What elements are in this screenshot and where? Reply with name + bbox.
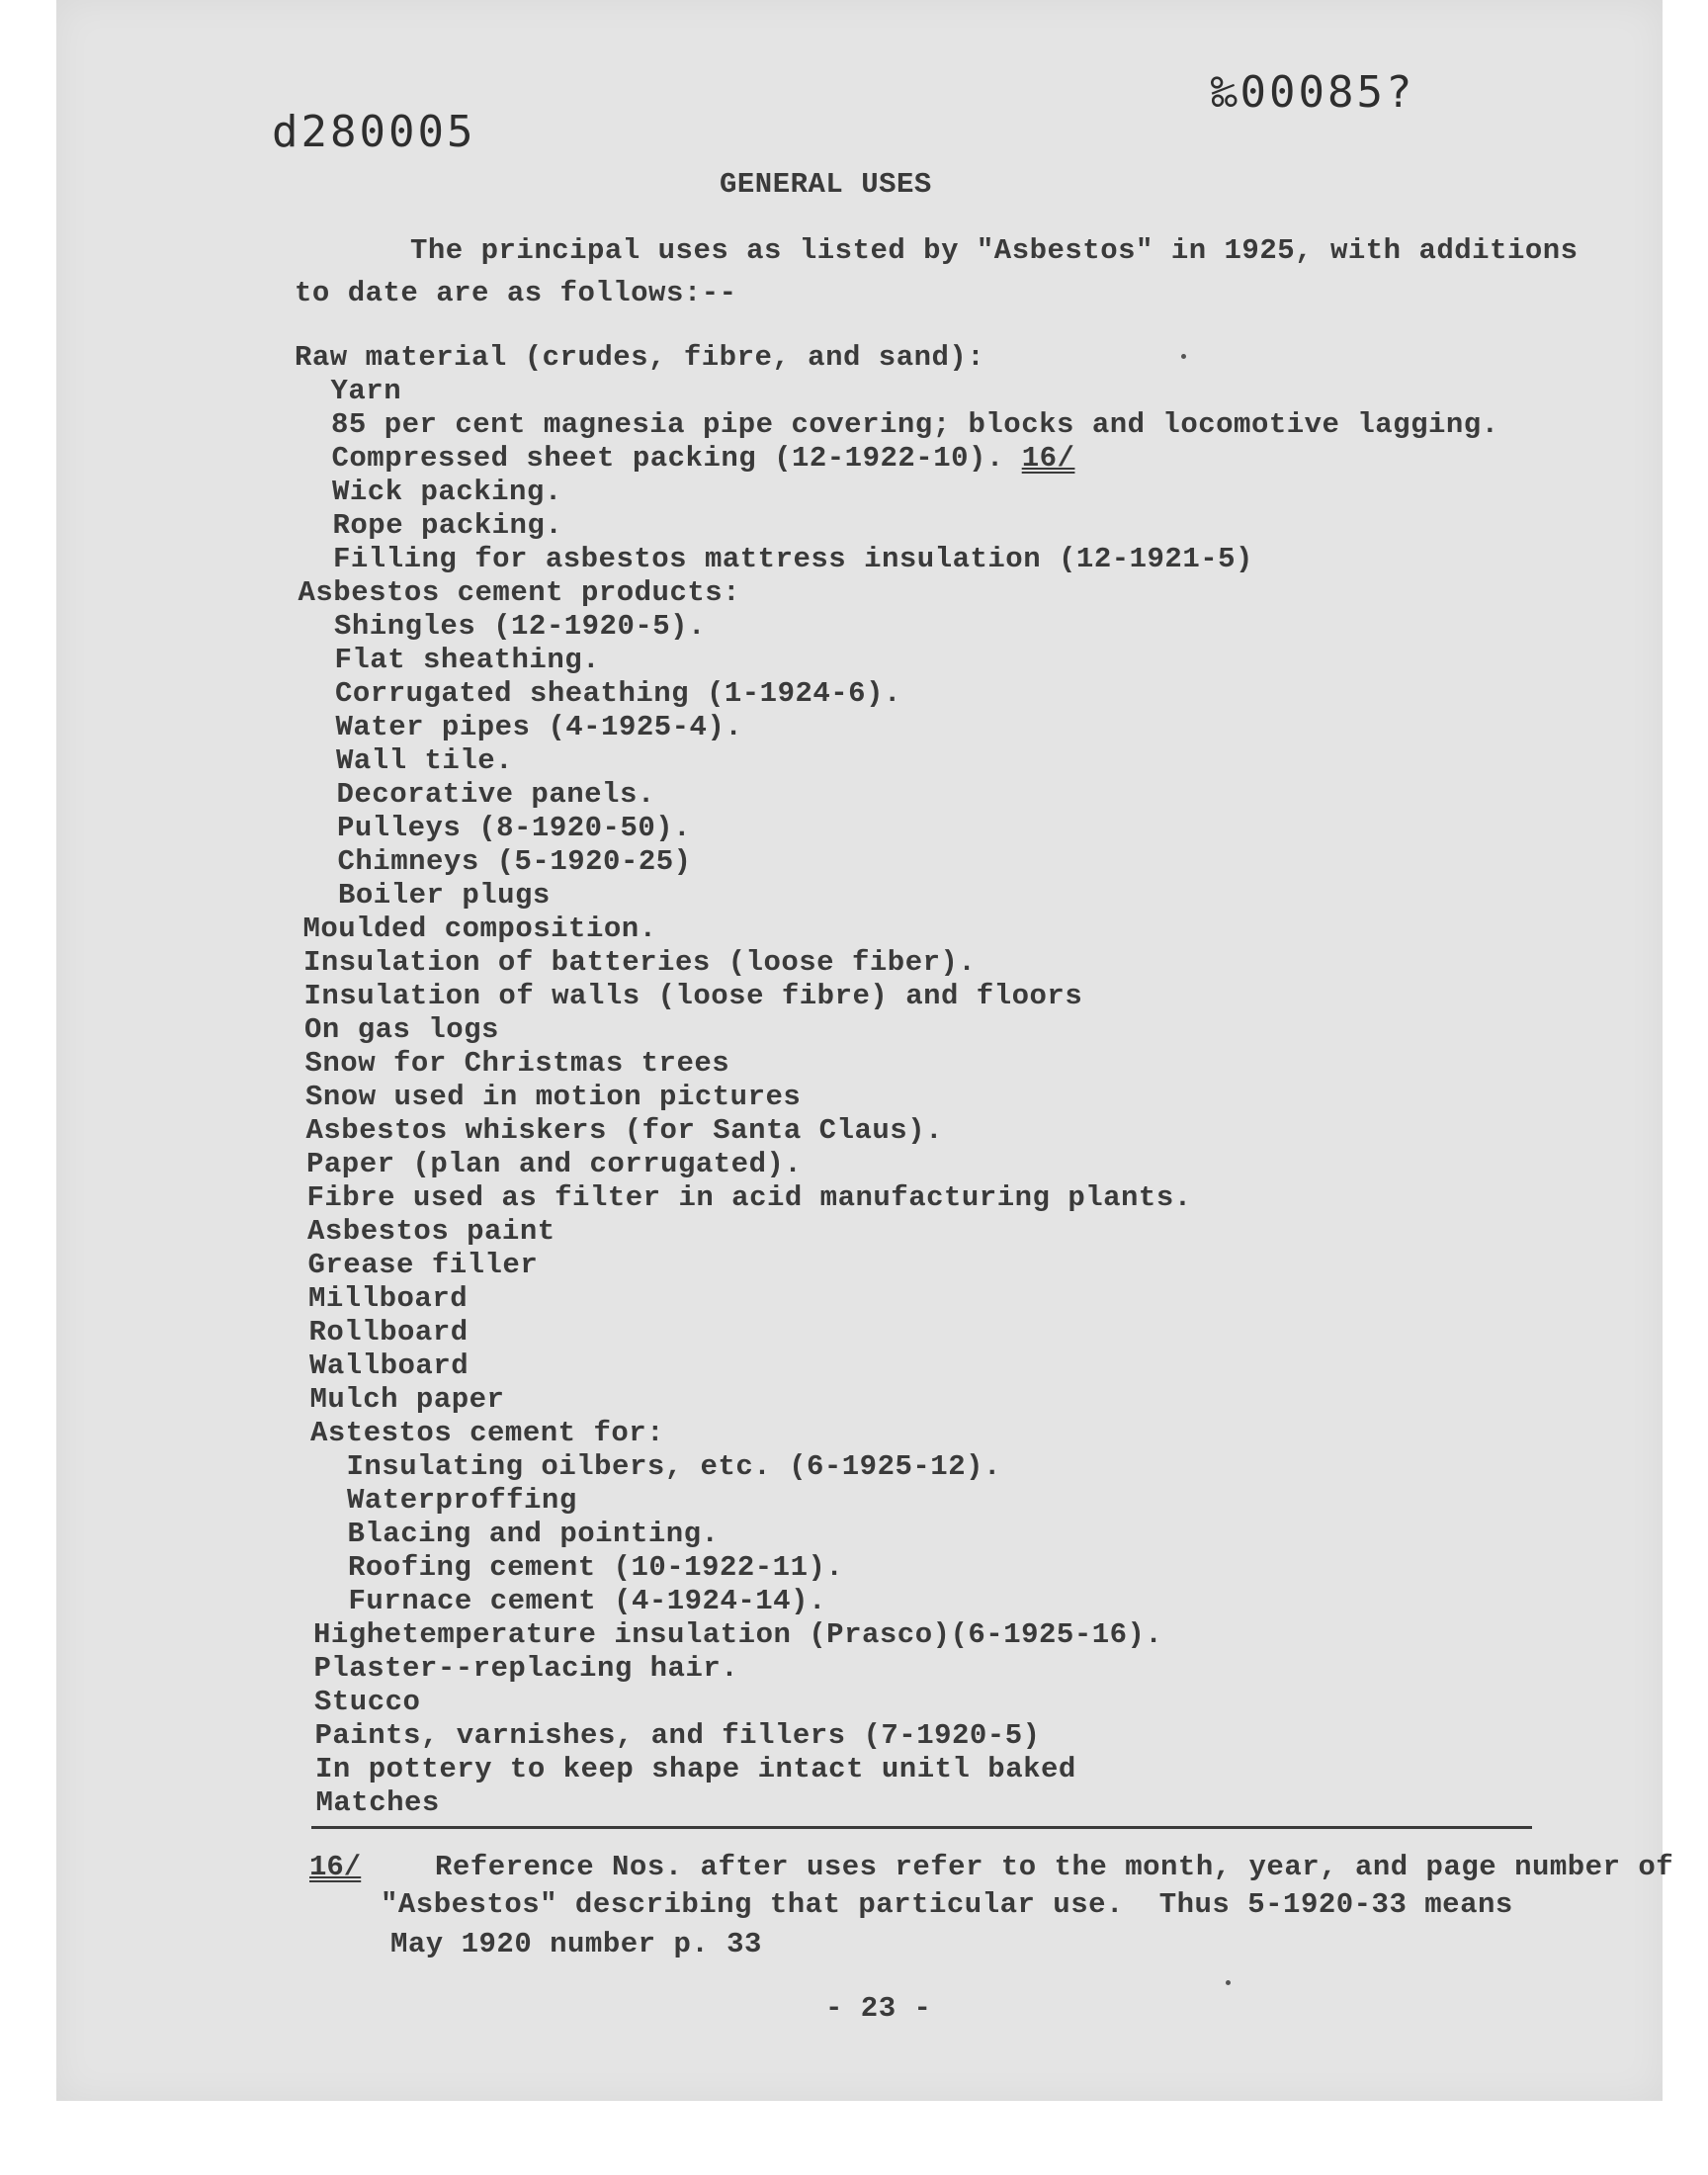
use-item: Grease filler bbox=[307, 1249, 539, 1281]
footnote-ref: 16/ bbox=[1021, 442, 1075, 475]
use-item: Compressed sheet packing (12-1922-10). 16/ bbox=[331, 442, 1075, 475]
use-item: Boiler plugs bbox=[338, 879, 551, 912]
use-item: Paints, varnishes, and fillers (7-1920-5) bbox=[314, 1719, 1041, 1752]
use-item: Rope packing. bbox=[332, 509, 563, 542]
use-item: Chimneys (5-1920-25) bbox=[337, 845, 692, 878]
use-item: Flat sheathing. bbox=[334, 644, 601, 676]
use-item: Waterproffing bbox=[347, 1484, 577, 1517]
use-item: 85 per cent magnesia pipe covering; blocks and locomotive lagging. bbox=[331, 408, 1499, 441]
use-item: Snow for Christmas trees bbox=[304, 1047, 730, 1080]
page-title: GENERAL USES bbox=[720, 168, 932, 201]
intro-line-2: to date are as follows:-- bbox=[295, 277, 737, 309]
use-item: Astestos cement for: bbox=[310, 1417, 665, 1449]
use-item: Plaster--replacing hair. bbox=[313, 1652, 739, 1685]
use-item: Insulation of walls (loose fibre) and floors bbox=[303, 980, 1083, 1012]
use-item: Filling for asbestos mattress insulation (12-1921-5) bbox=[333, 543, 1253, 575]
use-item: On gas logs bbox=[304, 1013, 499, 1046]
use-item: Snow used in motion pictures bbox=[305, 1081, 802, 1113]
use-item: Raw material (crudes, fibre, and sand): bbox=[295, 341, 985, 374]
use-item: Insulating oilbers, etc. (6-1925-12). bbox=[346, 1450, 1001, 1483]
use-item: Wick packing. bbox=[332, 476, 562, 508]
use-item: Millboard bbox=[308, 1282, 469, 1315]
use-item: Roofing cement (10-1922-11). bbox=[348, 1551, 844, 1584]
use-item: Asbestos paint bbox=[307, 1215, 555, 1248]
use-item: Yarn bbox=[330, 375, 402, 407]
use-item: Water pipes (4-1925-4). bbox=[335, 711, 743, 743]
scan-speck bbox=[1226, 1980, 1231, 1985]
footnote-line-3: May 1920 number p. 33 bbox=[390, 1928, 762, 1960]
intro-line-1: The principal uses as listed by "Asbestos" in 1925, with additions bbox=[410, 234, 1579, 267]
footnote-line-2: "Asbestos" describing that particular use. Thus 5-1920-33 means bbox=[381, 1888, 1513, 1921]
use-item: Furnace cement (4-1924-14). bbox=[348, 1585, 826, 1617]
use-item: Fibre used as filter in acid manufacturing plants. bbox=[306, 1181, 1192, 1214]
use-item: Asbestos cement products: bbox=[298, 576, 741, 609]
use-item: Decorative panels. bbox=[336, 778, 655, 811]
use-item: Pulleys (8-1920-50). bbox=[337, 812, 692, 844]
page-number: - 23 - bbox=[825, 1992, 932, 2025]
use-item: Blacing and pointing. bbox=[347, 1518, 720, 1550]
scan-speck bbox=[1181, 354, 1186, 359]
use-item: Rollboard bbox=[308, 1316, 469, 1348]
use-item: Wall tile. bbox=[336, 744, 514, 777]
use-item: Insulation of batteries (loose fiber). bbox=[303, 946, 977, 979]
use-item: Paper (plan and corrugated). bbox=[306, 1148, 803, 1180]
footnote-mark: 16/ bbox=[309, 1851, 362, 1883]
stamp-right: ‰00085? bbox=[1211, 67, 1415, 118]
footnote-divider bbox=[311, 1826, 1532, 1829]
use-item: Mulch paper bbox=[309, 1383, 505, 1416]
use-item: In pottery to keep shape intact unitl baked bbox=[315, 1753, 1076, 1785]
use-item: Matches bbox=[315, 1786, 440, 1819]
use-item: Corrugated sheathing (1-1924-6). bbox=[335, 677, 901, 710]
use-item: Wallboard bbox=[309, 1349, 470, 1382]
use-item: Stucco bbox=[314, 1686, 421, 1718]
use-item: Shingles (12-1920-5). bbox=[334, 610, 706, 643]
document-page bbox=[56, 0, 1663, 2101]
use-item: Moulded composition. bbox=[302, 913, 657, 945]
use-item: Asbestos whiskers (for Santa Claus). bbox=[305, 1114, 944, 1147]
stamp-left: d280005 bbox=[272, 107, 476, 157]
use-item: Highetemperature insulation (Prasco)(6-1925-16). bbox=[313, 1618, 1163, 1651]
footnote-line-1: Reference Nos. after uses refer to the month, year, and page number of bbox=[435, 1851, 1674, 1883]
